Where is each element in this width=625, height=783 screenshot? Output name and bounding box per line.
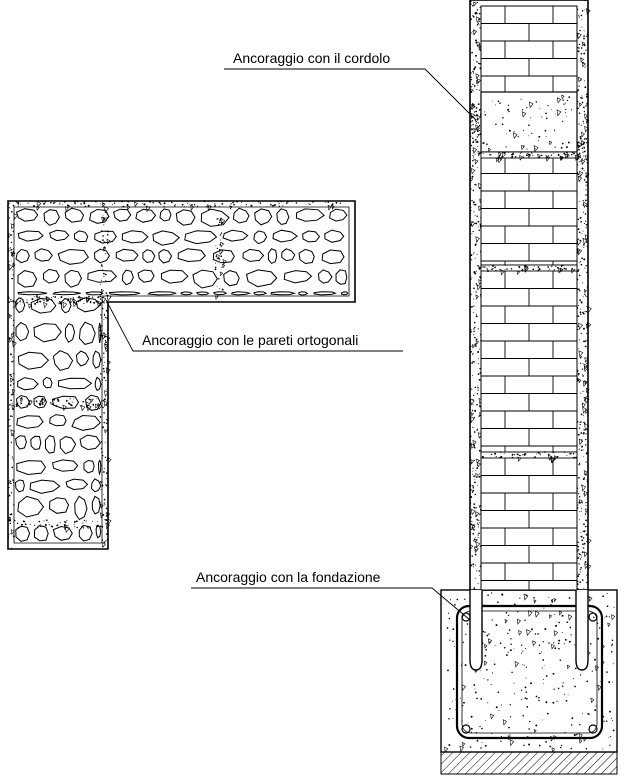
- ground-hatch: [441, 752, 617, 774]
- label-cordolo: Ancoraggio con il cordolo: [233, 50, 391, 66]
- anchor-bar-left: [470, 590, 482, 670]
- callout-pareti: [106, 300, 403, 351]
- label-fondazione: Ancoraggio con la fondazione: [196, 569, 381, 585]
- anchor-bar-right: [576, 590, 588, 670]
- stone-fill: [16, 208, 348, 541]
- label-pareti: Ancoraggio con le pareti ortogonali: [142, 332, 359, 348]
- wall-section: [441, 0, 617, 774]
- callout-cordolo: [224, 50, 476, 120]
- callout-fondazione: [191, 569, 470, 620]
- stone-wall-plan: [7, 200, 355, 549]
